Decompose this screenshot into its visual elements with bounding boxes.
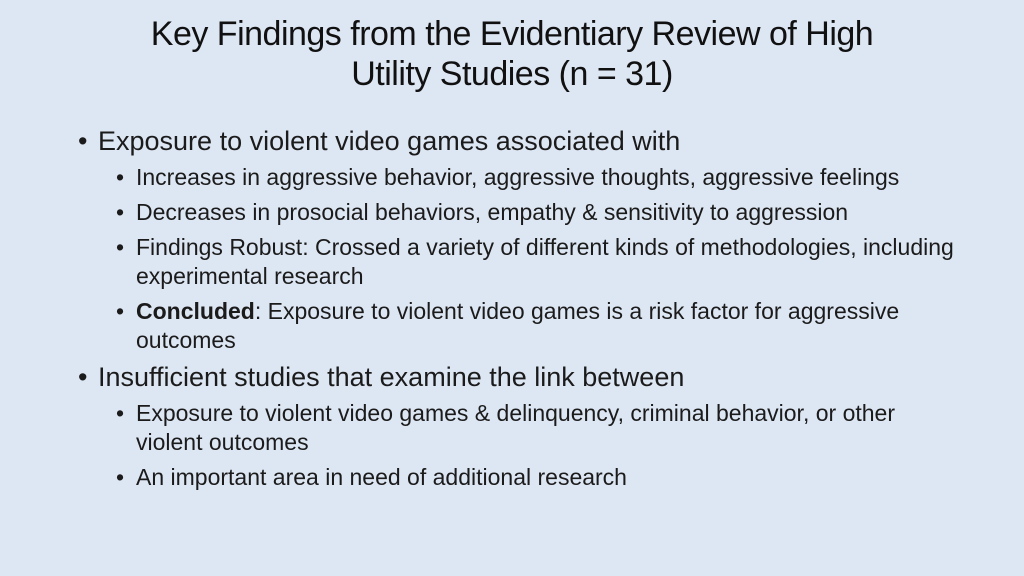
bullet-icon: • (116, 298, 125, 324)
bullet-text: Exposure to violent video games associated with (98, 126, 681, 156)
title-line-1: Key Findings from the Evidentiary Review of High (150, 15, 874, 53)
bullet-icon: • (116, 164, 125, 190)
bullet-text: An important area in need of additional research (136, 464, 627, 490)
bullet-icon: • (116, 199, 125, 225)
bullet-level1 (0, 361, 1024, 393)
concluded-text: : Exposure to violent video games is a risk factor for aggressive outcomes (136, 298, 900, 353)
slide-title (60, 14, 964, 94)
bullet-level2 (0, 163, 1024, 192)
bullet-level2 (0, 463, 1024, 492)
bullet-icon: • (116, 400, 125, 426)
bullet-text: Decreases in prosocial behaviors, empathy & sensitivity to aggression (136, 199, 849, 225)
bullet-list (0, 125, 1024, 492)
concluded-label: Concluded (136, 298, 255, 324)
bullet-icon: • (78, 362, 88, 392)
bullet-level2 (0, 399, 1024, 457)
bullet-icon: • (78, 126, 88, 156)
bullet-level2 (0, 233, 1024, 291)
bullet-text: Findings Robust: Crossed a variety of different kinds of methodologies, including experimental research (136, 234, 954, 289)
bullet-icon: • (116, 464, 125, 490)
bullet-text: Exposure to violent video games & delinquency, criminal behavior, or other violent outcomes (136, 400, 895, 455)
bullet-icon: • (116, 234, 125, 260)
bullet-text: Insufficient studies that examine the link between (98, 362, 685, 392)
bullet-level1 (0, 125, 1024, 157)
title-line-2: Utility Studies (n = 31) (351, 55, 673, 93)
bullet-level2-concluded (0, 297, 1024, 355)
bullet-level2 (0, 198, 1024, 227)
bullet-text: Increases in aggressive behavior, aggressive thoughts, aggressive feelings (136, 164, 900, 190)
